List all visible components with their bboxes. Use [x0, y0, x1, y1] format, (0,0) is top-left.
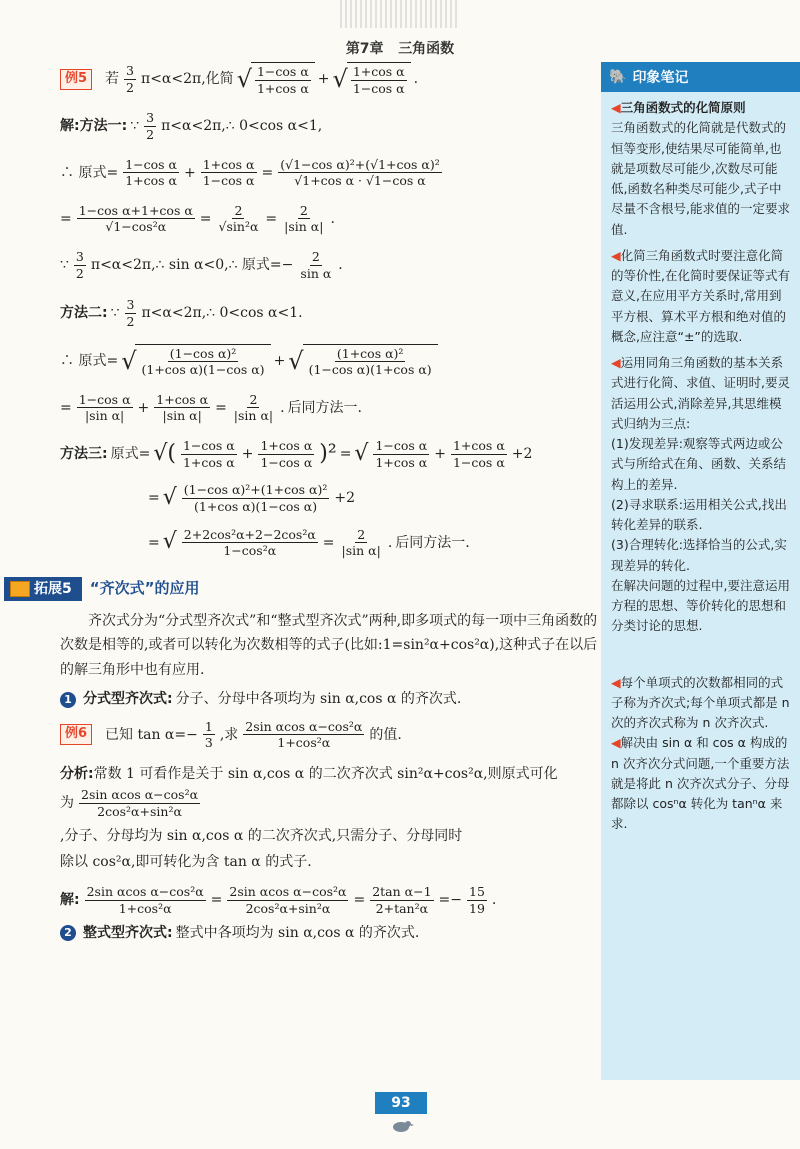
- numerator: 15: [469, 883, 485, 899]
- denominator: sin α: [300, 265, 332, 281]
- example6-analysis: [60, 761, 600, 876]
- denominator: 1−cos α: [352, 80, 405, 96]
- numerator: 1+cos α: [156, 391, 209, 407]
- method1-line4: [60, 249, 600, 281]
- denominator: √1−cos²α: [105, 219, 167, 235]
- fraction: [182, 482, 330, 514]
- method2-line1: [60, 297, 600, 329]
- fraction: [144, 110, 156, 142]
- fraction: [298, 249, 333, 281]
- text: 若: [105, 71, 120, 88]
- close-paren-squared: )²: [319, 440, 337, 466]
- method3-line3: [148, 527, 600, 559]
- plus-sign: +: [434, 446, 446, 463]
- plus-sign: +: [137, 399, 150, 416]
- fraction: [74, 249, 86, 281]
- numerator: 2sin αcos α−cos²α: [81, 787, 199, 803]
- sqrt: [333, 62, 411, 96]
- fraction: [123, 157, 179, 189]
- plus-sign: +: [273, 352, 286, 369]
- text: π<α<2π,∴ sin α<0,∴ 原式=−: [90, 257, 294, 274]
- denominator: 2: [75, 265, 84, 281]
- fraction: [255, 64, 311, 96]
- denominator: 2: [126, 79, 134, 95]
- denominator: |sin α|: [284, 219, 324, 235]
- numerator: 2sin αcos α−cos²α: [86, 883, 204, 899]
- analysis-line1: [60, 761, 600, 788]
- numerator: 2: [249, 391, 258, 407]
- bird-icon: [388, 1118, 414, 1134]
- denominator: 1+cos α: [375, 454, 428, 470]
- item1-text: 分子、分母中各项均为 sin α,cos α 的齐次式.: [175, 691, 462, 708]
- denominator: 2: [146, 126, 155, 142]
- denominator: 1+cos α: [125, 173, 177, 189]
- note4-text: 每个单项式的次数都相同的式子称为齐次式;每个单项式都是 n 次的齐次式称为 n 次齐次式.: [611, 674, 790, 730]
- denominator: 1+cos²α: [277, 735, 331, 751]
- denominator: 19: [469, 900, 485, 916]
- fraction: [282, 203, 325, 235]
- denominator: 2cos²α+sin²α: [97, 804, 182, 820]
- note-3-3: (3)合理转化:选择恰当的公式,实现差异的转化.: [611, 537, 787, 573]
- numerator: 2: [299, 202, 308, 218]
- equals-sign: =: [210, 891, 223, 908]
- numerator: 1+cos α: [202, 156, 255, 172]
- extension-paragraph: 齐次式分为“分式型齐次式”和“整式型齐次式”两种,即多项式的每一项中三角函数的次数是相等的,或者可以转化为次数相等的式子(比如:1=sin²α+cos²α),这种式子在以后的解三角形中也有应用.: [60, 612, 598, 678]
- denominator: |sin α|: [162, 408, 202, 424]
- numerator: (√1−cos α)²+(√1+cos α)²: [280, 156, 440, 172]
- denominator: (1−cos α)(1+cos α): [308, 362, 432, 378]
- text: 常数 1 可看作是关于 sin α,cos α 的二次齐次式 sin²α+cos²α,则原式可化: [93, 765, 558, 782]
- sidebar-title: 印象笔记: [632, 70, 689, 86]
- chapter-number: 第7章: [345, 41, 384, 57]
- extension-title: “齐次式”的应用: [89, 579, 200, 598]
- plus-sign: +: [241, 446, 254, 463]
- fraction: [154, 392, 210, 424]
- numerator: 1−cos α: [78, 391, 131, 407]
- denominator: 2+tan²α: [375, 900, 429, 916]
- triangle-icon: ◀: [611, 247, 621, 263]
- sqrt-sign: √: [354, 440, 369, 466]
- text: +2: [511, 446, 533, 463]
- fraction: [307, 346, 434, 378]
- method3-line2: [148, 482, 600, 514]
- triangle-icon: ◀: [611, 735, 621, 751]
- equals-sign: =: [60, 399, 72, 416]
- denominator: |sin α|: [341, 543, 381, 559]
- text: ,求: [219, 726, 239, 743]
- text: 为: [60, 795, 74, 812]
- numerator: 1−cos α: [256, 64, 309, 79]
- numerator: 3: [126, 63, 134, 78]
- method3-line1: [60, 438, 600, 470]
- plus-sign: +: [183, 164, 196, 181]
- text: π<α<2π,∴ 0<cos α<1,: [161, 118, 323, 135]
- text: ∴ 原式=: [60, 352, 119, 369]
- numerator: 1−cos α: [182, 438, 235, 453]
- numerator: 2: [234, 202, 243, 218]
- note1-title: 三角函数式的化简原则: [620, 100, 746, 115]
- extension-heading: [4, 577, 600, 601]
- analysis-label: 分析:: [60, 765, 94, 782]
- numerator: 1−cos α: [125, 156, 177, 172]
- fraction: [227, 884, 348, 916]
- note-3: [611, 353, 790, 434]
- sqrt-sign: √: [162, 485, 177, 511]
- fraction: [340, 527, 383, 559]
- example5-question: [60, 62, 600, 96]
- fraction: [373, 438, 429, 470]
- text: 后同方法一.: [287, 399, 363, 416]
- numerator: 1+cos α: [452, 438, 505, 453]
- fraction: [125, 297, 137, 329]
- equals-sign: =: [353, 891, 366, 908]
- note-3-1: (1)发现差异:观察等式两边或公式与所给式在角、函数、关系结构上的差异.: [611, 436, 787, 492]
- equals-sign: =: [60, 210, 72, 227]
- text: ∵: [110, 305, 120, 322]
- page-number: 93: [375, 1092, 427, 1114]
- note-4: [611, 673, 790, 734]
- radical-sign: √: [288, 346, 304, 375]
- example6-question: [60, 719, 600, 751]
- solution-label: 解:: [60, 891, 80, 908]
- fraction: [79, 787, 200, 819]
- example6-badge: 例6: [60, 724, 92, 745]
- method2-label: 方法二:: [60, 305, 108, 322]
- denominator: √1+cos α · √1−cos α: [294, 173, 426, 189]
- numerator: 3: [75, 249, 84, 264]
- numerator: 3: [146, 110, 155, 126]
- item1-title: 分式型齐次式:: [83, 691, 173, 708]
- equals-sign: =: [148, 534, 160, 551]
- numerator: 2: [311, 249, 320, 264]
- sqrt-sign: √(: [153, 440, 176, 466]
- note5-text: 解决由 sin α 和 cos α 构成的 n 次齐次分式问题,一个重要方法就是将此 n 次齐次式分子、分母都除以 cosⁿα 转化为 tanⁿα 来求.: [611, 735, 790, 832]
- chapter-title: 三角函数: [398, 41, 455, 57]
- item2-title: 整式型齐次式:: [83, 925, 173, 942]
- equals-sign: =: [199, 210, 212, 227]
- equals-sign: =: [215, 399, 227, 416]
- text: 的值.: [369, 726, 402, 743]
- radical-sign: √: [236, 65, 252, 94]
- note2-text: 化简三角函数式时要注意化简的等价性,在化简时要保证等式有意义,在应用平方关系时,常用到平方根、算术平方根和绝对值的概念,应注意“±”的选取.: [611, 247, 790, 344]
- method2-line2: [60, 344, 600, 378]
- fraction: [201, 157, 257, 189]
- denominator: 3: [204, 735, 213, 751]
- text: .: [413, 71, 419, 88]
- fraction: [351, 64, 407, 96]
- text: =−: [438, 891, 462, 908]
- solution-label: 解:方法一:: [60, 118, 128, 135]
- sidebar-body: [601, 92, 800, 835]
- triangle-icon: ◀: [611, 100, 621, 115]
- method1-line1: [60, 110, 600, 142]
- equals-sign: =: [322, 534, 335, 551]
- numerator: (1−cos α)²: [169, 345, 237, 361]
- numerator: 2sin αcos α−cos²α: [245, 718, 363, 734]
- method2-line3: [60, 392, 600, 424]
- fraction: [370, 884, 433, 916]
- numerator: 3: [126, 297, 135, 313]
- text: 已知 tan α=−: [105, 726, 198, 743]
- item1: [60, 690, 600, 708]
- denominator: 2: [126, 313, 135, 329]
- denominator: |sin α|: [233, 408, 274, 424]
- denominator: 1+cos α: [256, 80, 309, 96]
- equals-sign: =: [261, 164, 274, 181]
- fraction: [85, 884, 206, 916]
- radical-sign: √: [121, 346, 137, 375]
- method3-label: 方法三:: [60, 446, 108, 463]
- sqrt-sign: √: [162, 529, 177, 555]
- fraction: [258, 438, 314, 470]
- sidebar-header: [601, 62, 800, 92]
- text: .: [491, 891, 497, 908]
- period: .: [330, 210, 335, 227]
- text: +2: [334, 490, 355, 507]
- denominator: (1+cos α)(1−cos α): [141, 362, 265, 378]
- fraction: [451, 438, 507, 470]
- numerator: (1−cos α)²+(1+cos α)²: [183, 482, 328, 498]
- note-3-4: 在解决问题的过程中,要注意运用方程的思想、等价转化的思想和分类讨论的思想.: [611, 577, 790, 634]
- triangle-icon: ◀: [611, 355, 621, 370]
- numerator: 2sin αcos α−cos²α: [229, 883, 347, 899]
- item2: [60, 924, 600, 942]
- numerator: 2+2cos²α+2−2cos²α: [183, 526, 316, 542]
- text: π<α<2π,化简: [141, 71, 234, 88]
- note-2: [611, 246, 790, 347]
- example5-badge: 例5: [60, 69, 92, 90]
- elephant-icon: 🐘: [609, 69, 627, 85]
- denominator: |sin α|: [84, 408, 125, 424]
- note3-text: 运用同角三角函数的基本关系式进行化简、求值、证明时,要灵活运用公式,消除差异,其思维模式归纳为三点:: [611, 355, 790, 431]
- numerator: 1+cos α: [260, 438, 313, 453]
- numerator: 1−cos α+1+cos α: [78, 202, 193, 218]
- numerator: 1+cos α: [352, 64, 405, 79]
- text: ∵: [130, 118, 140, 135]
- extension-label: 拓展5: [34, 580, 72, 597]
- numerator: 2: [357, 526, 366, 542]
- text: ∵: [60, 257, 69, 274]
- fraction: [232, 392, 275, 424]
- note-5: [611, 733, 790, 834]
- fraction: [467, 884, 487, 916]
- denominator: 1−cos α: [260, 454, 313, 470]
- fraction: [243, 719, 364, 751]
- sqrt: [288, 344, 437, 378]
- denominator: 2cos²α+sin²α: [245, 900, 331, 916]
- extension-label-box: [4, 577, 82, 601]
- numerator: 2tan α−1: [372, 883, 432, 899]
- example6-solution: [60, 884, 600, 916]
- text: ∴ 原式=: [60, 164, 119, 181]
- book-icon: [10, 581, 30, 597]
- fraction: [139, 346, 266, 378]
- chapter-header: [0, 38, 800, 58]
- denominator: 1+cos α: [182, 454, 235, 470]
- numerator: (1+cos α)²: [336, 345, 404, 361]
- triangle-icon: ◀: [611, 674, 621, 690]
- text: ,分子、分母均为 sin α,cos α 的二次齐次式,只需分子、分母同时: [60, 827, 463, 844]
- period: .: [280, 399, 285, 416]
- text: 后同方法一.: [395, 534, 470, 551]
- item2-text: 整式中各项均为 sin α,cos α 的齐次式.: [175, 925, 420, 942]
- period: .: [338, 257, 343, 274]
- method1-line2: [60, 157, 600, 189]
- note1-text: 三角函数式的化简就是代数式的恒等变形,使结果尽可能简单,也就是项数尽可能少,次数尽可能低,函数名种类尽可能少,式子中尽量不含根号,能求值的一定要求值.: [611, 120, 790, 237]
- fraction: [77, 392, 133, 424]
- equals-sign: =: [339, 446, 352, 463]
- fraction: [77, 203, 195, 235]
- numerator: 1: [204, 718, 213, 734]
- equals-sign: =: [265, 210, 278, 227]
- denominator: √sin²α: [218, 219, 259, 235]
- denominator: 1−cos²α: [223, 543, 277, 559]
- sqrt: [237, 62, 315, 96]
- fraction: [278, 157, 442, 189]
- notes-sidebar: [601, 62, 800, 1080]
- fraction: [217, 203, 261, 235]
- number-badge-icon: 1: [60, 692, 76, 708]
- text: π<α<2π,∴ 0<cos α<1.: [141, 305, 303, 322]
- fraction: [203, 719, 215, 751]
- top-decoration: [340, 0, 460, 28]
- fraction: [124, 63, 136, 95]
- fraction: [182, 527, 318, 559]
- note-1: [611, 98, 790, 240]
- denominator: 1−cos α: [452, 454, 505, 470]
- analysis-line2: [60, 787, 600, 849]
- period: .: [387, 534, 393, 551]
- denominator: 1−cos α: [202, 173, 255, 189]
- analysis-line3: 除以 cos²α,即可转化为含 tan α 的式子.: [60, 854, 312, 871]
- equals-sign: =: [148, 490, 160, 507]
- note-3-2: (2)寻求联系:运用相关公式,找出转化差异的联系.: [611, 496, 787, 532]
- radical-sign: √: [332, 65, 348, 94]
- method1-line3: [60, 203, 600, 235]
- plus-sign: +: [317, 71, 330, 88]
- number-badge-icon: 2: [60, 925, 76, 941]
- numerator: 1−cos α: [375, 438, 428, 453]
- text: 原式=: [110, 446, 151, 463]
- main-content: [34, 62, 600, 950]
- fraction: [181, 438, 237, 470]
- sqrt: [121, 344, 270, 378]
- denominator: (1+cos α)(1−cos α): [194, 498, 318, 514]
- denominator: 1+cos²α: [118, 900, 172, 916]
